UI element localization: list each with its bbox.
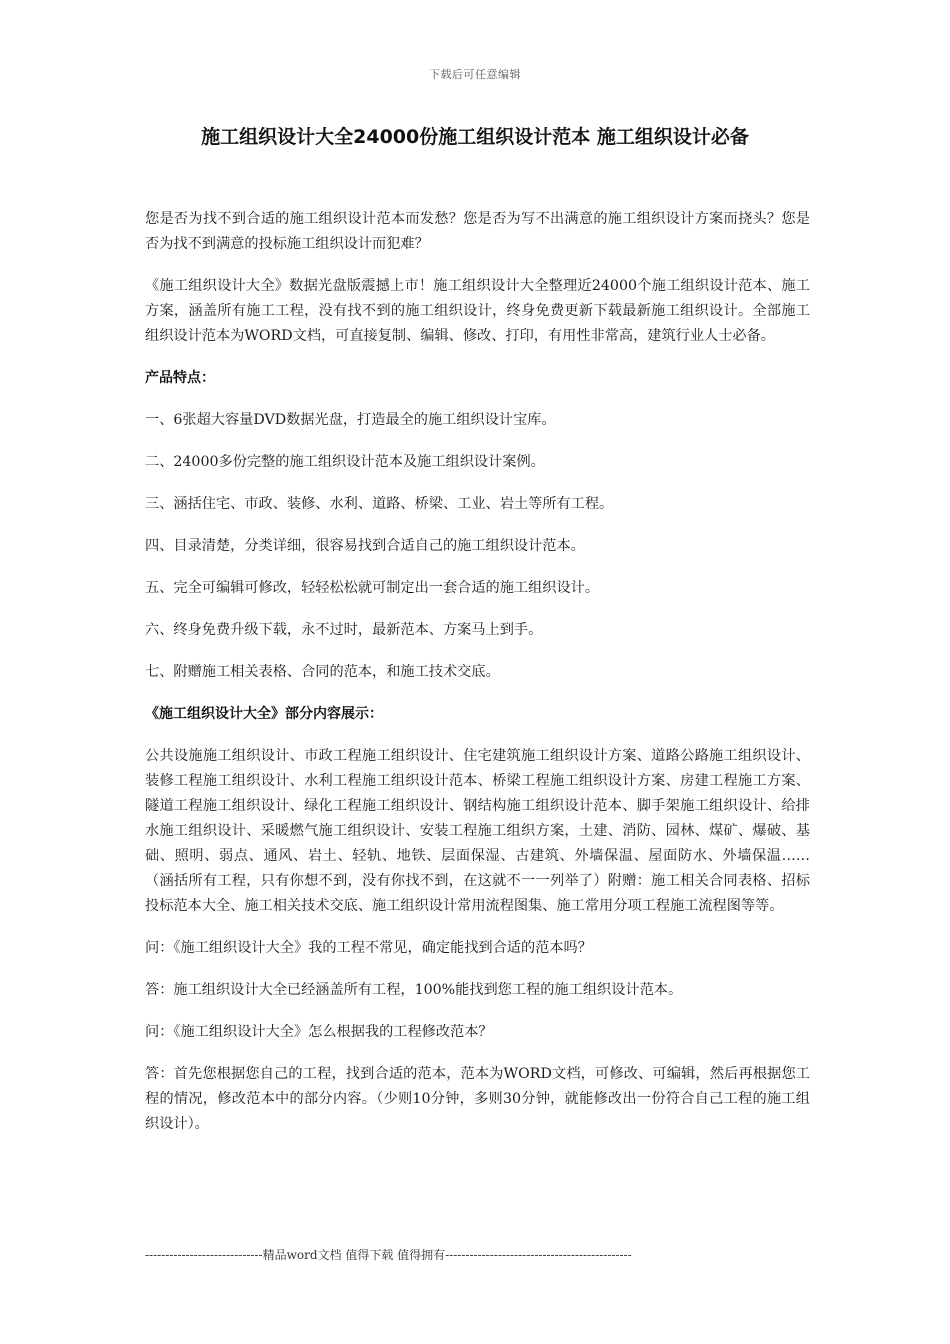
- document-title: 施工组织设计大全24000份施工组织设计范本 施工组织设计必备: [201, 126, 749, 148]
- feature-item: 二、24000多份完整的施工组织设计范本及施工组织设计案例。: [145, 454, 545, 470]
- feature-item: 五、完全可编辑可修改，轻轻松松就可制定出一套合适的施工组织设计。: [145, 580, 600, 596]
- description-paragraph: 《施工组织设计大全》数据光盘版震撼上市！施工组织设计大全整理近24000个施工组织设计范本、施工方案，涵盖所有施工工程，没有找不到的施工组织设计，终身免费更新下载最新施工组织设计。全部施工组织设计范本为WORD文档，可直接复制、编辑、修改、打印，有用性非常高，建筑行业人士必备。: [145, 278, 810, 344]
- intro-paragraph: 您是否为找不到合适的施工组织设计范本而发愁？您是否为写不出满意的施工组织设计方案而挠头？您是否为找不到满意的投标施工组织设计而犯难？: [145, 211, 810, 252]
- feature-item: 七、附赠施工相关表格、合同的范本，和施工技术交底。: [145, 664, 500, 680]
- page-footer: -----------------------------精品word文档 值得下载 值得拥有----------------------------------------------: [145, 1248, 632, 1262]
- showcase-paragraph: 公共设施施工组织设计、市政工程施工组织设计、住宅建筑施工组织设计方案、道路公路施工组织设计、装修工程施工组织设计、水利工程施工组织设计范本、桥梁工程施工组织设计方案、房建工程施工方案、隧道工程施工组织设计、绿化工程施工组织设计、钢结构施工组织设计范本、脚手架施工组织设计、给排水施工组织设计、采暖燃气施工组织设计、安装工程施工组织方案，土建、消防、园林、煤矿、爆破、基础、照明、弱点、通风、岩土、轻轨、地铁、层面保湿、古建筑、外墙保温、屋面防水、外墙保温……（涵括所有工程，只有你想不到，没有你找不到，在这就不一一列举了）附赠：施工相关合同表格、招标投标范本大全、施工相关技术交底、施工组织设计常用流程图集、施工常用分项工程施工流程图等等。: [145, 748, 810, 914]
- answer-paragraph: 答：施工组织设计大全已经涵盖所有工程，100%能找到您工程的施工组织设计范本。: [145, 982, 683, 998]
- question-paragraph: 问：《施工组织设计大全》我的工程不常见，确定能找到合适的范本吗？: [145, 940, 592, 956]
- features-heading: 产品特点：: [145, 370, 215, 386]
- feature-item: 三、涵括住宅、市政、装修、水利、道路、桥梁、工业、岩土等所有工程。: [145, 496, 614, 512]
- answer-paragraph: 答：首先您根据您自己的工程，找到合适的范本，范本为WORD文档，可修改、可编辑，然后再根据您工程的情况，修改范本中的部分内容。（少则10分钟，多则30分钟，就能修改出一份符合自己工程的施工组织设计）。: [145, 1066, 810, 1132]
- feature-item: 四、目录清楚，分类详细，很容易找到合适自己的施工组织设计范本。: [145, 538, 585, 554]
- document-body: [145, 207, 810, 1154]
- showcase-heading: 《施工组织设计大全》部分内容展示：: [145, 706, 383, 722]
- page-header: 下载后可任意编辑: [429, 68, 521, 81]
- feature-item: 一、6张超大容量DVD数据光盘，打造最全的施工组织设计宝库。: [145, 412, 556, 428]
- feature-item: 六、终身免费升级下载，永不过时，最新范本、方案马上到手。: [145, 622, 543, 638]
- question-paragraph: 问：《施工组织设计大全》怎么根据我的工程修改范本？: [145, 1024, 493, 1040]
